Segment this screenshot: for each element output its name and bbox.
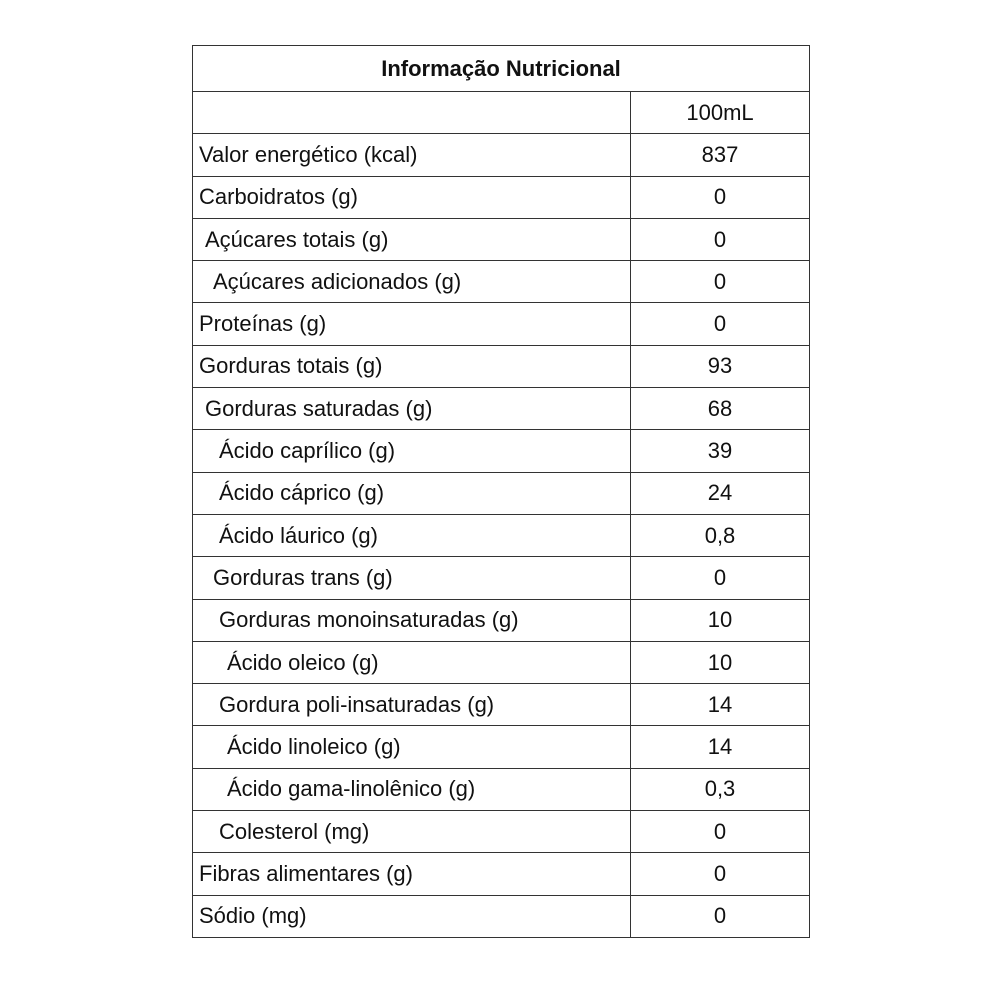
table-row xyxy=(193,218,810,260)
table-row xyxy=(193,388,810,430)
table-row xyxy=(193,599,810,641)
nutrient-value: 10 xyxy=(631,599,810,641)
nutrient-value: 68 xyxy=(631,388,810,430)
nutrient-value: 14 xyxy=(631,726,810,768)
nutrient-value: 0 xyxy=(631,811,810,853)
nutrient-value: 0 xyxy=(631,895,810,937)
nutrient-value: 0,3 xyxy=(631,768,810,810)
table-row xyxy=(193,514,810,556)
table-row xyxy=(193,261,810,303)
nutrient-value: 0,8 xyxy=(631,514,810,556)
table-row xyxy=(193,684,810,726)
nutrient-label: Ácido láurico (g) xyxy=(193,514,631,556)
table-row xyxy=(193,895,810,937)
table-row xyxy=(193,641,810,683)
table-row xyxy=(193,430,810,472)
nutrient-label: Açúcares totais (g) xyxy=(193,218,631,260)
table-row xyxy=(193,557,810,599)
nutrient-label: Gordura poli-insaturadas (g) xyxy=(193,684,631,726)
nutrient-value: 39 xyxy=(631,430,810,472)
nutrient-label: Ácido linoleico (g) xyxy=(193,726,631,768)
table-row xyxy=(193,134,810,176)
nutrient-label: Gorduras trans (g) xyxy=(193,557,631,599)
nutrient-label: Valor energético (kcal) xyxy=(193,134,631,176)
table-row xyxy=(193,853,810,895)
nutrient-label: Fibras alimentares (g) xyxy=(193,853,631,895)
nutrition-facts-table xyxy=(192,45,810,938)
nutrient-label: Açúcares adicionados (g) xyxy=(193,261,631,303)
table-title: Informação Nutricional xyxy=(193,46,810,92)
table-row xyxy=(193,726,810,768)
nutrient-label: Carboidratos (g) xyxy=(193,176,631,218)
nutrient-value: 0 xyxy=(631,557,810,599)
nutrient-label: Ácido cáprico (g) xyxy=(193,472,631,514)
nutrient-label: Ácido oleico (g) xyxy=(193,641,631,683)
table-title-row xyxy=(193,46,810,92)
nutrient-label: Gorduras totais (g) xyxy=(193,345,631,387)
nutrient-value: 837 xyxy=(631,134,810,176)
serving-size-header: 100mL xyxy=(631,92,810,134)
table-row xyxy=(193,303,810,345)
nutrient-value: 93 xyxy=(631,345,810,387)
table-row xyxy=(193,811,810,853)
table-row xyxy=(193,768,810,810)
nutrient-label: Proteínas (g) xyxy=(193,303,631,345)
nutrient-value: 0 xyxy=(631,303,810,345)
nutrient-value: 0 xyxy=(631,853,810,895)
nutrient-label: Gorduras monoinsaturadas (g) xyxy=(193,599,631,641)
table-row xyxy=(193,176,810,218)
nutrient-value: 24 xyxy=(631,472,810,514)
nutrient-label: Ácido gama-linolênico (g) xyxy=(193,768,631,810)
nutrient-label: Colesterol (mg) xyxy=(193,811,631,853)
nutrient-value: 10 xyxy=(631,641,810,683)
nutrient-label: Gorduras saturadas (g) xyxy=(193,388,631,430)
nutrient-value: 0 xyxy=(631,218,810,260)
table-row xyxy=(193,345,810,387)
nutrient-label: Sódio (mg) xyxy=(193,895,631,937)
nutrient-label: Ácido caprílico (g) xyxy=(193,430,631,472)
nutrient-value: 14 xyxy=(631,684,810,726)
table-header-row xyxy=(193,92,810,134)
nutrient-value: 0 xyxy=(631,176,810,218)
header-empty-cell xyxy=(193,92,631,134)
table-row xyxy=(193,472,810,514)
nutrient-value: 0 xyxy=(631,261,810,303)
